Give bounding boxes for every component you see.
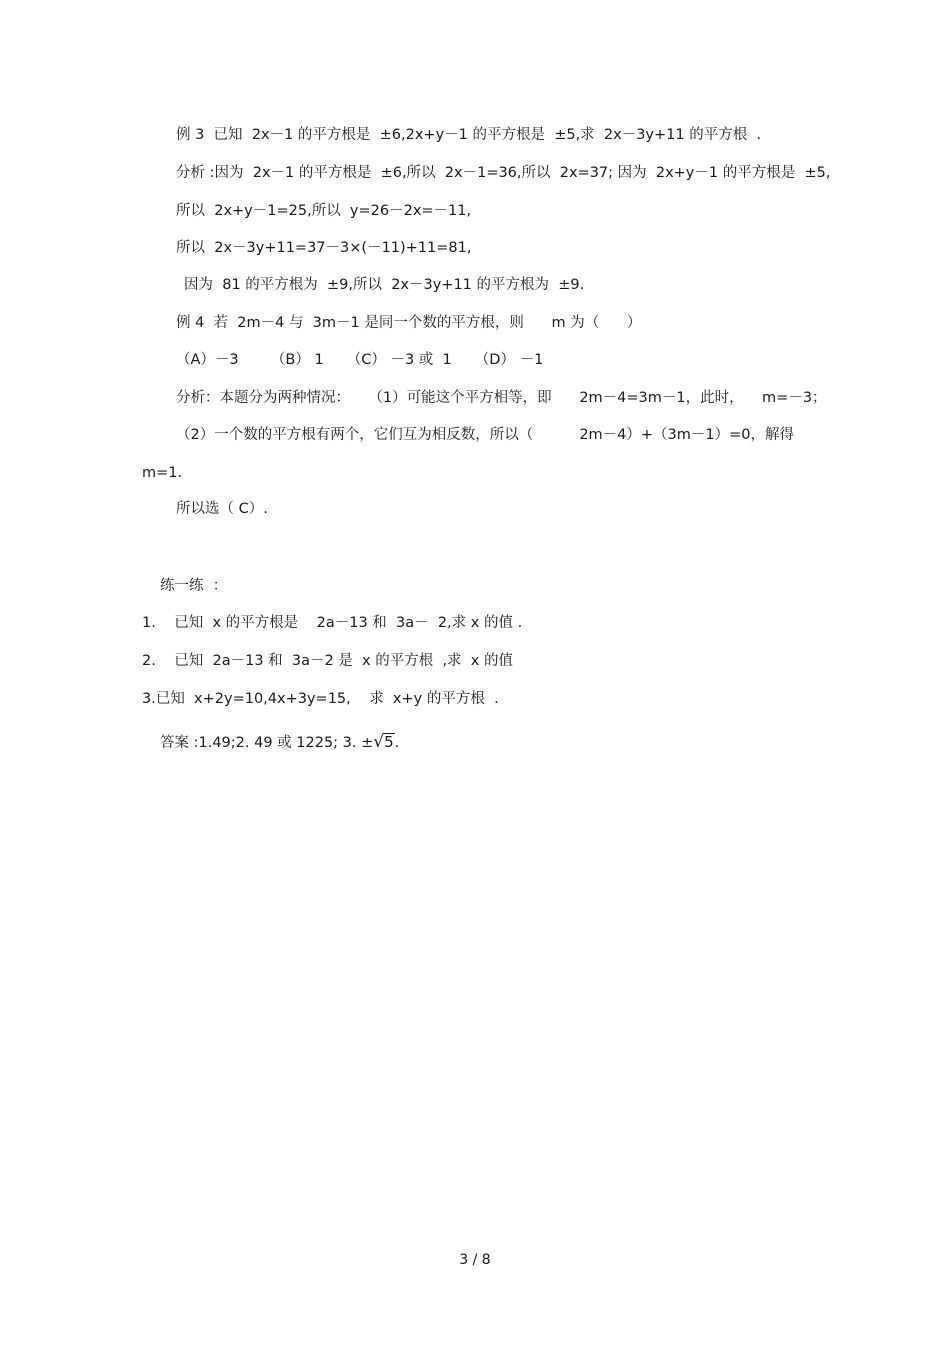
radicand: 5: [384, 733, 394, 751]
practice-question-2: 2. 已知 2a－13 和 3a－2 是 x 的平方根 ,求 x 的值: [142, 653, 513, 669]
answer-suffix: .: [394, 735, 400, 751]
example-3-problem: 例 3 已知 2x－1 的平方根是 ±6,2x+y－1 的平方根是 ±5,求 2x－3y+11 的平方根 .: [176, 127, 762, 143]
example-3-analysis-line-3: 所以 2x－3y+11=37－3×(－11)+11=81,: [176, 240, 472, 256]
example-4-problem: 例 4 若 2m－4 与 3m－1 是同一个数的平方根，则 m 为（ ）: [176, 315, 642, 331]
answer-text: 答案 :1.49;2. 49 或 1225; 3. ±: [160, 735, 374, 751]
page-number: 3 / 8: [459, 1252, 491, 1268]
practice-question-3: 3.已知 x+2y=10,4x+3y=15, 求 x+y 的平方根 .: [142, 691, 499, 707]
example-3-analysis-line-2: 所以 2x+y－1=25,所以 y=26－2x=－11,: [176, 203, 472, 219]
square-root-symbol: [373, 733, 394, 752]
practice-heading: 练一练 ：: [160, 578, 228, 594]
practice-answer: [160, 733, 399, 752]
example-4-analysis-line-1: 分析：本题分为两种情况： （1）可能这个平方相等，即 2m－4=3m－1，此时， m=－3；: [176, 390, 827, 406]
example-4-analysis-line-2: （2）一个数的平方根有两个，它们互为相反数，所以（ 2m－4）+（3m－1）=0，解得: [176, 427, 794, 443]
example-4-conclusion: 所以选（ C）.: [176, 501, 268, 517]
example-4-analysis-line-3: m=1．: [142, 465, 192, 481]
example-4-options: （A）－3 （B） 1 （C） －3 或 1 （D） －1: [176, 352, 544, 368]
radical-sign-icon: √: [373, 732, 385, 752]
example-3-analysis-line-1: 分析 :因为 2x－1 的平方根是 ±6,所以 2x－1=36,所以 2x=37; 因为 2x+y－1 的平方根是 ±5,: [176, 165, 831, 181]
practice-question-1: 1. 已知 x 的平方根是 2a－13 和 3a－ 2,求 x 的值 .: [142, 615, 523, 631]
example-3-analysis-line-4: 因为 81 的平方根为 ±9,所以 2x－3y+11 的平方根为 ±9.: [184, 277, 585, 293]
